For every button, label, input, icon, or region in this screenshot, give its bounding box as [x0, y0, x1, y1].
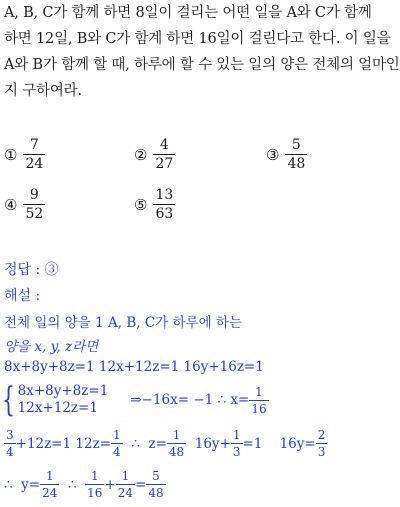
fraction-1-4 [111, 429, 123, 458]
solution-line-5-h: =1 16y= [242, 435, 316, 452]
numerator: 1 [172, 428, 181, 442]
solution-line-6-e: + [104, 476, 116, 493]
fraction-3-4 [4, 429, 16, 458]
option-2-number: ② [134, 145, 148, 164]
option-5[interactable] [134, 188, 175, 221]
question-text [4, 0, 398, 104]
y-value-fraction [40, 470, 59, 499]
fraction-1-16 [85, 470, 104, 499]
option-3-number: ③ [266, 145, 280, 164]
left-brace: { [2, 380, 15, 420]
denominator: 48 [168, 445, 185, 459]
solution-line-6-a: ∴ y= [4, 476, 41, 493]
option-3-fraction [285, 138, 307, 171]
fraction-1-24 [116, 470, 135, 499]
numerator: 1 [121, 469, 130, 483]
option-2-denominator: 27 [155, 156, 174, 172]
denominator: 16 [251, 401, 267, 416]
denominator: 3 [232, 445, 241, 459]
solution-line-6-g: = [135, 476, 147, 493]
option-4-number: ④ [4, 195, 18, 214]
numerator: 3 [6, 428, 14, 442]
option-3[interactable] [266, 138, 307, 171]
numerator: 1 [255, 384, 263, 399]
denominator: 24 [42, 486, 58, 500]
option-2-numerator: 4 [159, 137, 169, 153]
option-1-number: ① [4, 145, 18, 164]
solution-line-4-text: ⇒−16x= −1 ∴ x= [130, 392, 250, 408]
solution-line-5-f: 16y+ [186, 435, 231, 452]
solution-system [2, 380, 269, 420]
option-3-denominator: 48 [287, 156, 306, 172]
denominator: 4 [113, 445, 121, 459]
numerator: 1 [232, 428, 241, 442]
option-1-numerator: 7 [29, 137, 39, 153]
system-eq-2: 12x+12z=1 [17, 400, 98, 416]
option-2[interactable] [134, 138, 175, 171]
answer-text: 정답 : ③ [4, 262, 59, 278]
option-4-numerator: 9 [29, 187, 39, 203]
question-line-1: A, B, C가 함께 하면 8일이 걸리는 어떤 일을 A와 C가 함께 [4, 5, 372, 21]
solution-line-5-d: ∴ z= [122, 435, 167, 452]
question-line-2: 하면 12일, B와 C가 함계 하면 16일이 걸린다고 한다. 이 일을 [4, 31, 391, 47]
solution-line-2: 양을 x, y, z라면 [4, 339, 99, 355]
solution-line-6 [4, 470, 166, 499]
question-line-3: A와 B가 함께 할 때, 하루에 할 수 있는 일의 양은 전체의 얼마인 [4, 57, 400, 73]
option-5-numerator: 13 [155, 187, 174, 203]
solution-line-5 [4, 429, 327, 458]
option-4-denominator: 52 [25, 206, 44, 222]
numerator: 1 [90, 469, 99, 483]
option-2-fraction [153, 138, 175, 171]
option-1-fraction [23, 138, 45, 171]
denominator: 24 [117, 486, 134, 500]
fraction-2-3 [316, 429, 328, 458]
option-4[interactable] [4, 188, 45, 221]
numerator: 5 [152, 469, 160, 483]
solution-line-1: 전체 일의 양을 1 A, B, C가 하루에 하는 [4, 315, 242, 331]
solution-line-3: 8x+8y+8z=1 12x+12z=1 16y+16z=1 [4, 359, 264, 375]
denominator: 3 [317, 445, 326, 459]
numerator: 1 [45, 469, 54, 483]
denominator: 48 [148, 486, 164, 500]
option-5-fraction [153, 188, 175, 221]
explanation-label: 해설 : [4, 288, 41, 304]
fraction-1-3 [231, 429, 243, 458]
system-equations [18, 383, 109, 417]
option-4-fraction [23, 188, 45, 221]
x-value-fraction [249, 386, 268, 415]
numerator: 1 [113, 428, 121, 442]
option-1-denominator: 24 [25, 156, 44, 172]
z-value-fraction [167, 429, 186, 458]
option-1[interactable] [4, 138, 45, 171]
option-5-denominator: 63 [155, 206, 174, 222]
solution-line-5-b: +12z=1 12z= [15, 435, 112, 452]
final-answer-fraction [146, 470, 165, 499]
option-3-numerator: 5 [291, 137, 301, 153]
system-eq-1: 8x+8y+8z=1 [17, 383, 109, 399]
question-line-4: 지 구하여라. [4, 83, 82, 99]
solution-line-6-c: ∴ [59, 476, 86, 493]
denominator: 16 [87, 486, 103, 500]
denominator: 4 [6, 445, 14, 459]
option-5-number: ⑤ [134, 195, 148, 214]
numerator: 2 [317, 428, 326, 442]
